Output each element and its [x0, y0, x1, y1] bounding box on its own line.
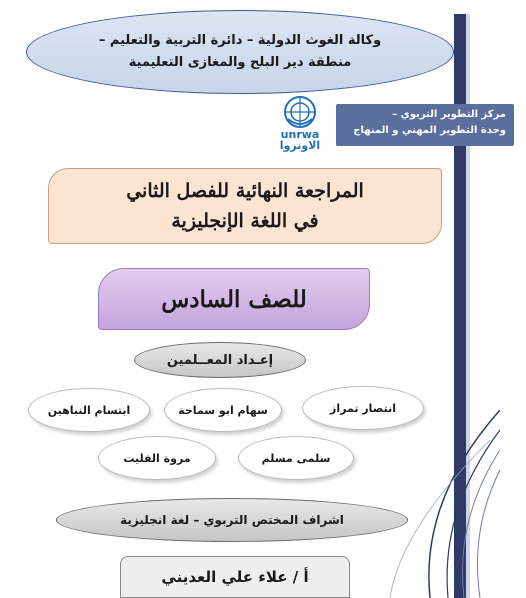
supervisor-name-box [120, 556, 350, 598]
unrwa-logo [270, 95, 330, 163]
teacher-name: مروة الفليت [123, 451, 191, 465]
grade-label: للصف السادس [161, 285, 307, 313]
header-ellipse [26, 10, 454, 94]
teacher-badge [28, 388, 150, 432]
header-line-2: منطقة دير البلح والمغازى التعليمية [128, 55, 352, 70]
logo-arabic-text: الاونروا [279, 139, 321, 152]
teacher-badge [238, 436, 354, 480]
header-line-1: وكالة الغوث الدولية – دائرة التربية والتعليم – [98, 33, 382, 48]
department-line-2: وحدة التطوير المهني و المنهاج [353, 125, 506, 136]
title-box [48, 168, 442, 244]
prepared-by-label [134, 342, 306, 378]
supervisor-name: أ / علاء علي العديني [161, 568, 309, 586]
title-line-2: في اللغة الإنجليزية [171, 210, 319, 232]
teacher-name: سلمى مسلم [261, 451, 331, 465]
grade-box [98, 268, 370, 330]
logo-latin-text: unrwa [280, 128, 320, 141]
teacher-name: انتصار تمراز [330, 401, 396, 415]
decorative-curves-icon [360, 410, 500, 598]
teacher-name: سهام ابو سماحة [178, 403, 268, 417]
supervisor-label [56, 498, 408, 542]
department-box [336, 104, 514, 146]
department-line-1: مركز التطوير التربوي – [392, 109, 506, 120]
un-emblem-icon [283, 95, 317, 129]
teacher-badge [98, 436, 216, 480]
teacher-badge [164, 388, 282, 432]
title-line-1: المراجعة النهائية للفصل الثاني [126, 180, 364, 202]
teacher-name: ابتسام النباهين [47, 403, 131, 417]
prepared-by-text: إعـداد المعــلمين [166, 352, 274, 368]
supervisor-text: اشراف المختص التربوي – لغة انجليزية [120, 513, 344, 527]
